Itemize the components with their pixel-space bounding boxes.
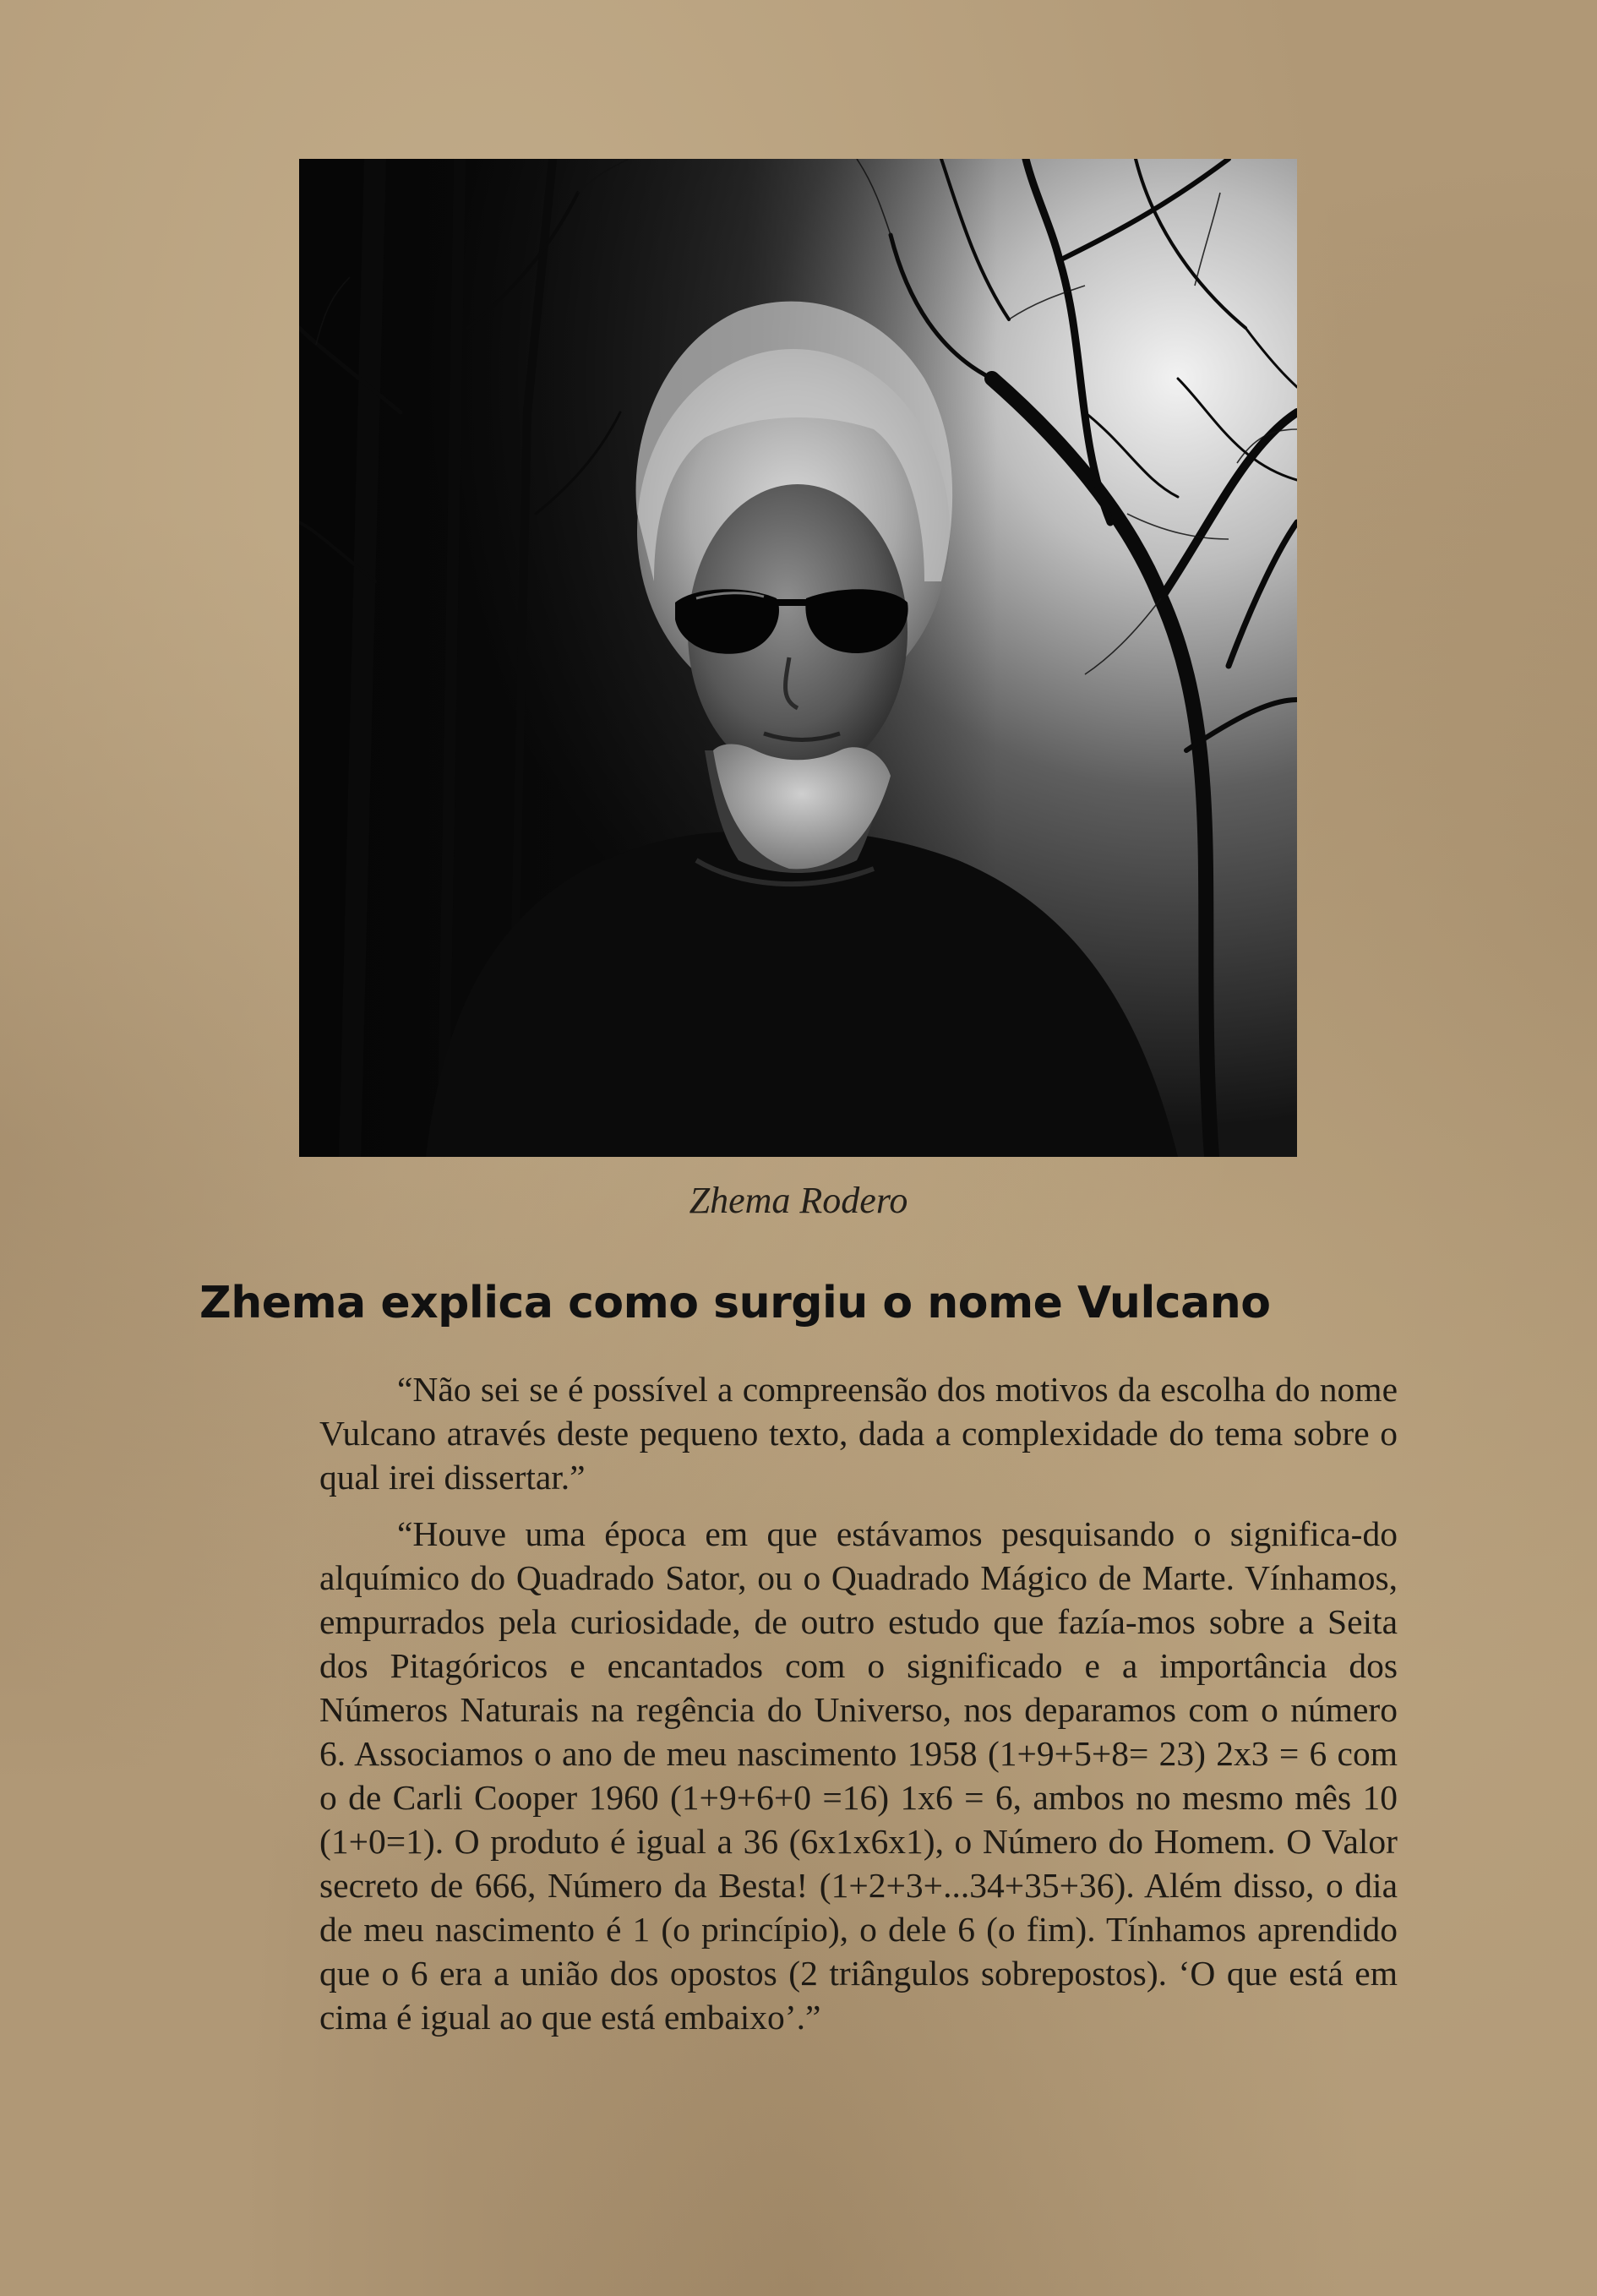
section-heading: Zhema explica como surgiu o nome Vulcano [199,1278,1271,1328]
paragraph-1: “Não sei se é possível a compreensão dos motivos da escolha do nome Vulcano através deste pequeno texto, dada a complexidade do tema sobre o qual irei dissertar.” [319,1370,1398,1497]
portrait-illustration [299,159,1297,1157]
portrait-photo [299,159,1297,1157]
paragraph-2: “Houve uma época em que estávamos pesquisando o significa-do alquímico do Quadrado Sator, ou o Quadrado Mágico de Marte. Vínhamos, empurrados pela curiosidade, de outro estudo que fazía-mos sobre a Seita dos Pitagóricos e encantados com o significado e a importância dos Números Naturais na regência do Universo, nos deparamos com o número 6. Associamos o ano de meu nascimento 1958 (1+9+5+8= 23) 2x3 = 6 com o de Carli Cooper 1960 (1+9+6+0 =16) 1x6 = 6, ambos no mesmo mês 10 (1+0=1). O produto é igual a 36 (6x1x6x1), o Número do Homem. O Valor secreto de 666, Número da Besta! (1+2+3+...34+35+36). Além disso, o dia de meu nascimento é 1 (o princípio), o dele 6 (o fim). Tínhamos aprendido que o 6 era a união dos opostos (2 triângulos sobrepostos). ‘O que está em cima é igual ao que está embaixo’.” [319,1514,1398,2037]
body-text [319,1367,1398,2052]
photo-caption: Zhema Rodero [689,1180,908,1221]
